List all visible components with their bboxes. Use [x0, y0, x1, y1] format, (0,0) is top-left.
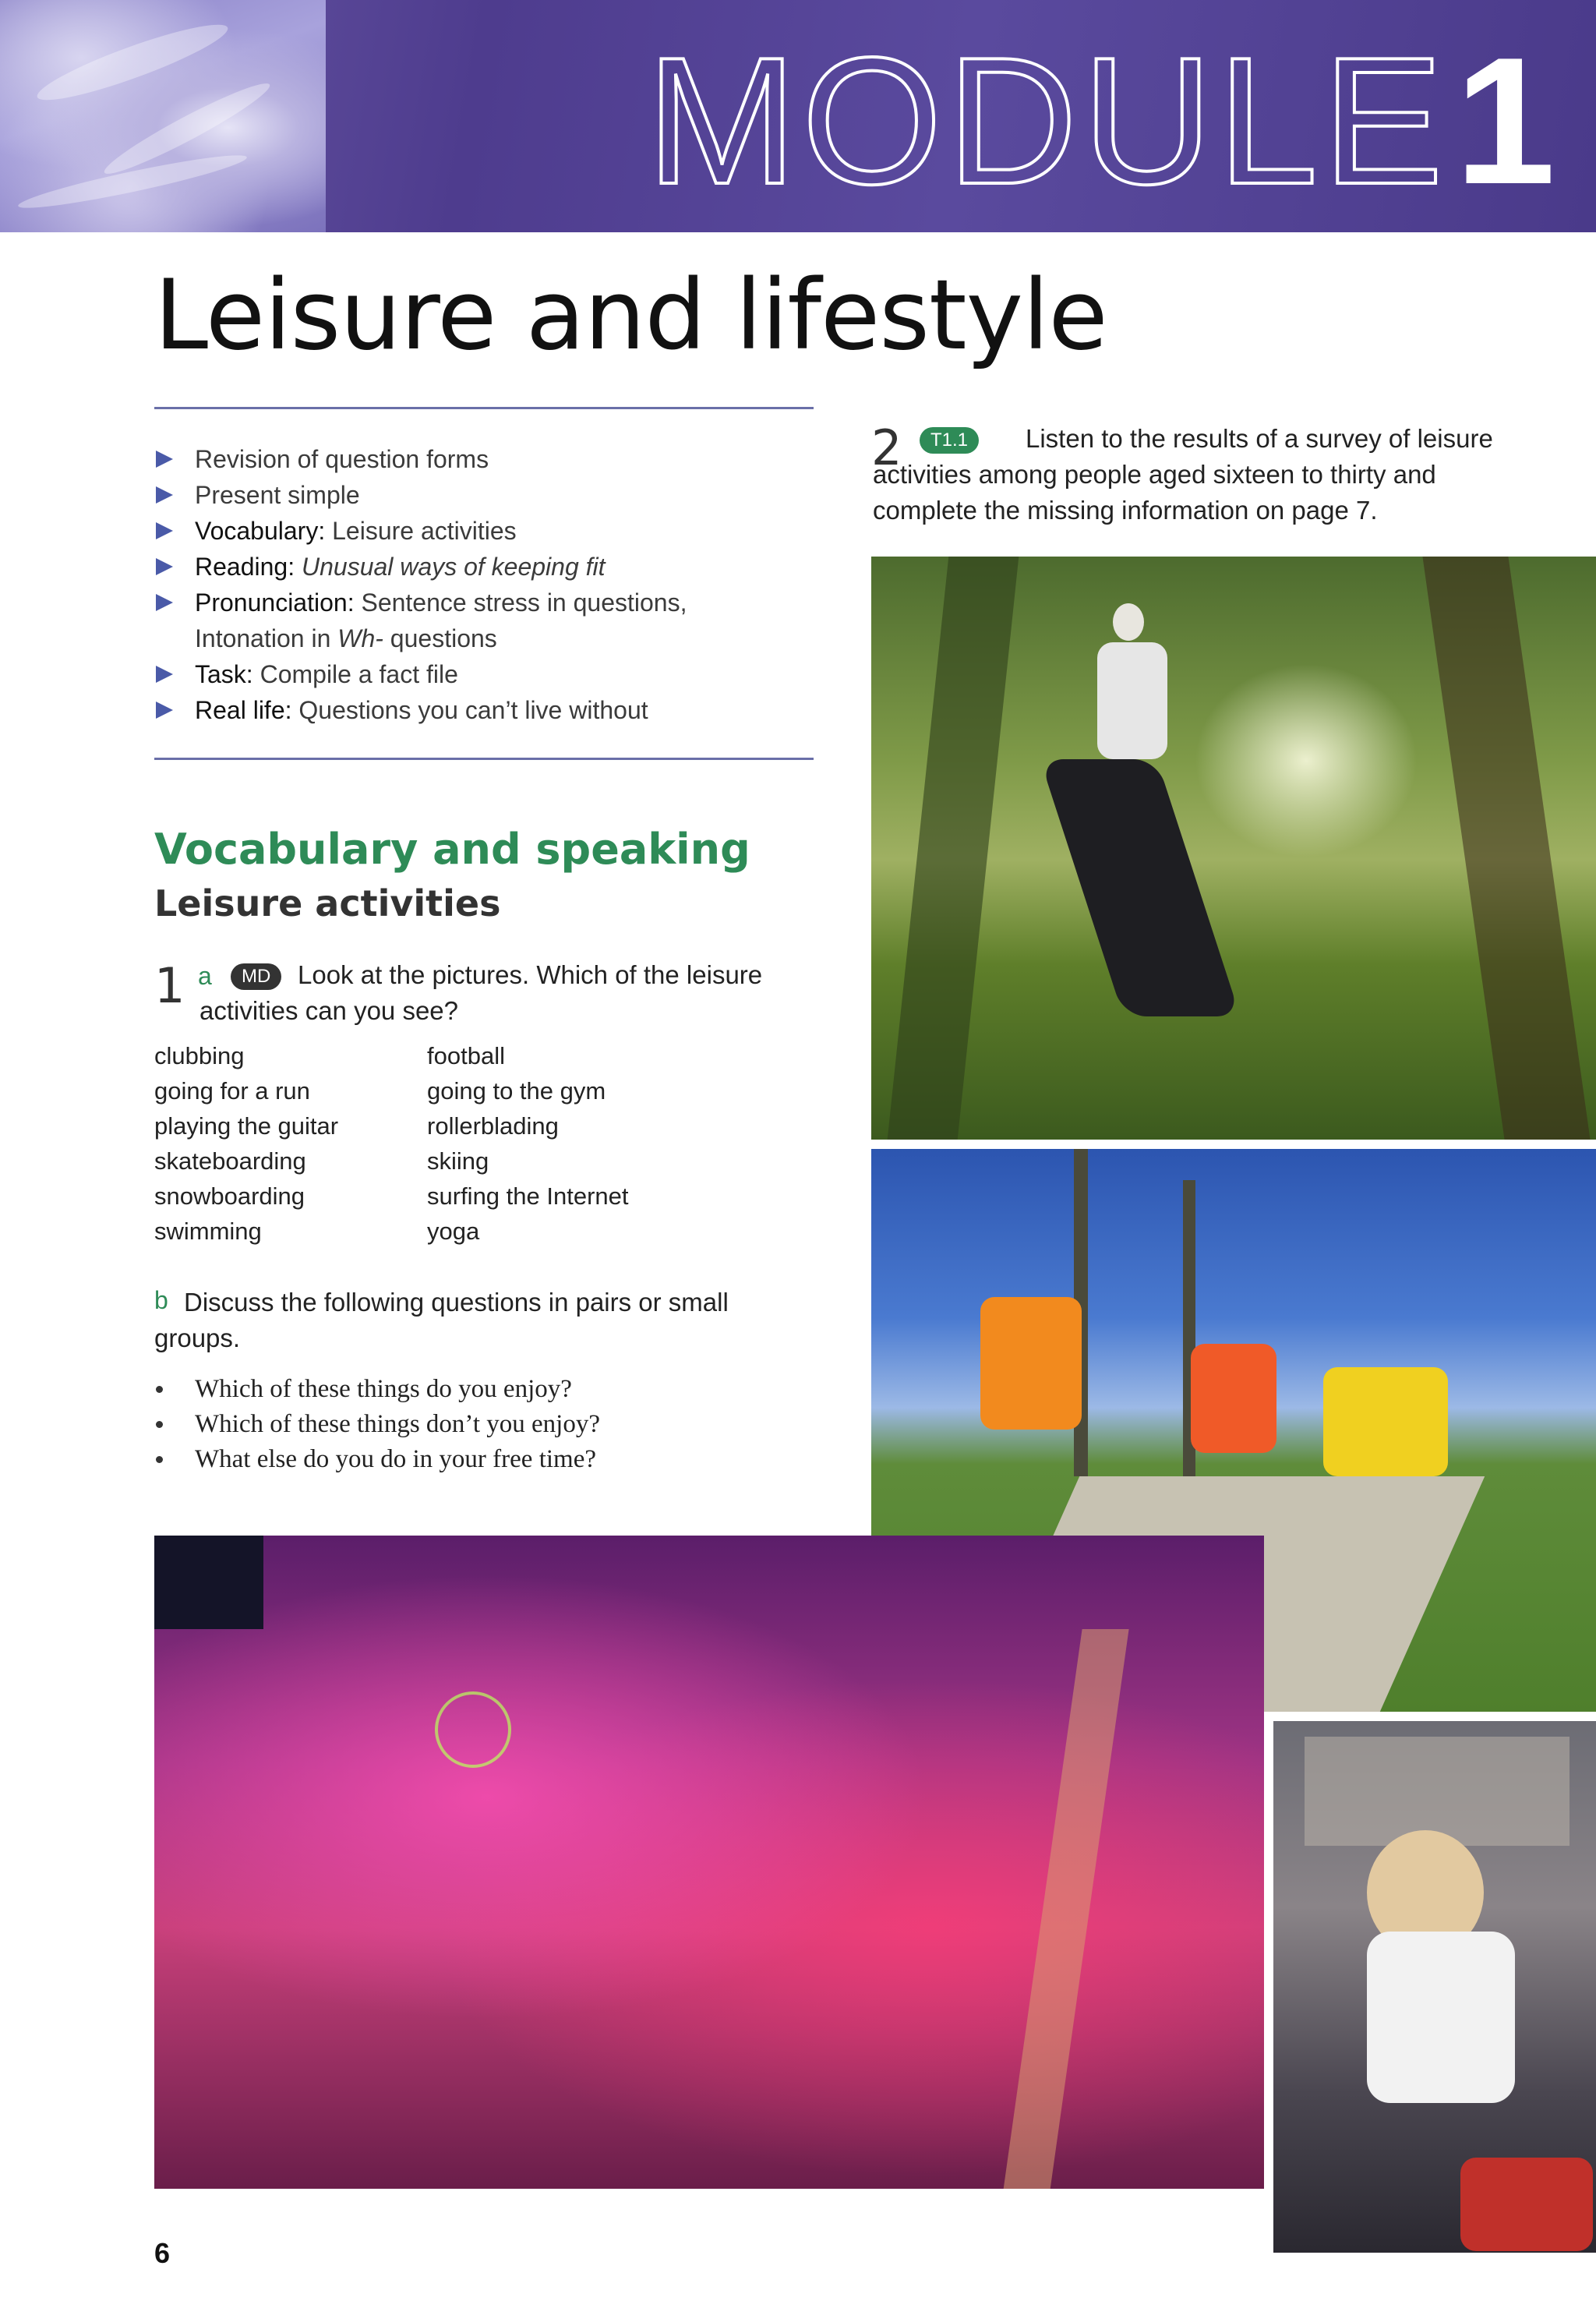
contents-item-value: Revision of question forms [195, 445, 489, 473]
vocab-item: playing the guitar [154, 1112, 339, 1140]
bullet-dot-icon [156, 1456, 163, 1463]
exercise-2-instruction: Listen to the results of a survey of leisure activities among people aged sixteen to thirty and complete the missing information on page 7. [873, 424, 1493, 525]
vocab-item: swimming [154, 1218, 262, 1245]
contents-item-value-tail: questions [383, 624, 497, 652]
vocab-item: skateboarding [154, 1147, 306, 1175]
contents-item-italic: Unusual ways of keeping fit [301, 553, 606, 581]
contents-item [154, 620, 814, 656]
question-item [154, 1407, 817, 1442]
contents-item-value: Sentence stress in questions, [354, 589, 687, 617]
runner-photo [871, 557, 1596, 1140]
vocab-list-right [427, 1038, 629, 1249]
vocab-item: rollerblading [427, 1112, 559, 1140]
discussion-questions [154, 1372, 817, 1477]
exercise-1a-letter: a [198, 962, 212, 990]
section-subheading: Leisure activities [154, 882, 501, 924]
question-text: Which of these things do you enjoy? [195, 1375, 572, 1403]
exercise-2-number: 2 [871, 419, 902, 476]
bullet-triangle-icon [156, 558, 173, 575]
contents-item [154, 692, 814, 728]
contents-item-label: Vocabulary: [195, 517, 326, 545]
bullet-triangle-icon [156, 451, 173, 468]
contents-item-label: Reading: [195, 553, 295, 581]
module-contents-list [154, 441, 814, 728]
vocab-item: going for a run [154, 1077, 310, 1105]
contents-item-value [295, 553, 302, 581]
bullet-triangle-icon [156, 594, 173, 611]
audio-track-badge: T1.1 [920, 427, 979, 454]
contents-item [154, 585, 814, 620]
contents-item-value: Leisure activities [325, 517, 517, 545]
contents-item-italic: Wh- [337, 624, 383, 652]
contents-top-rule [154, 407, 814, 409]
contents-bottom-rule [154, 758, 814, 760]
bullet-triangle-icon [156, 702, 173, 719]
contents-item [154, 477, 814, 513]
internet-surfer-photo [1273, 1721, 1596, 2253]
contents-item-value: Present simple [195, 481, 360, 509]
question-text: What else do you do in your free time? [195, 1445, 596, 1473]
bullet-triangle-icon [156, 666, 173, 683]
vocab-item: yoga [427, 1218, 480, 1245]
contents-item [154, 441, 814, 477]
vocab-item: snowboarding [154, 1182, 305, 1210]
contents-item-label: Real life: [195, 696, 292, 724]
md-badge: MD [231, 963, 281, 990]
contents-item-value: Compile a fact file [252, 660, 458, 688]
page-title: Leisure and lifestyle [154, 260, 1107, 372]
bullet-dot-icon [156, 1386, 163, 1393]
contents-item [154, 513, 814, 549]
vocab-item: football [427, 1042, 505, 1069]
bullet-dot-icon [156, 1421, 163, 1428]
contents-item [154, 549, 814, 585]
exercise-1b-instruction: Discuss the following questions in pairs or small groups. [154, 1288, 729, 1352]
vocab-item: surfing the Internet [427, 1182, 629, 1210]
contents-item-label: Pronunciation: [195, 589, 355, 617]
bullet-triangle-icon [156, 522, 173, 539]
module-number: 1 [1454, 20, 1555, 222]
vocab-item: skiing [427, 1147, 489, 1175]
wave-photo [0, 0, 326, 232]
exercise-1a-instruction: Look at the pictures. Which of the leisure activities can you see? [200, 960, 763, 1025]
bullet-triangle-icon [156, 486, 173, 504]
page-number: 6 [154, 2237, 171, 2269]
vocab-list-left [154, 1038, 338, 1249]
exercise-1b-letter: b [154, 1286, 168, 1314]
module-label: MODULE [646, 20, 1448, 222]
question-item [154, 1442, 817, 1477]
module-banner [0, 0, 1596, 232]
contents-item-value: Questions you can’t live without [291, 696, 648, 724]
exercise-1-number: 1 [154, 957, 185, 1014]
vocab-item: clubbing [154, 1042, 245, 1069]
vocab-item: going to the gym [427, 1077, 606, 1105]
contents-item-label: Task: [195, 660, 253, 688]
question-text: Which of these things don’t you enjoy? [195, 1410, 600, 1438]
contents-item-value: Intonation in [195, 624, 338, 652]
section-heading: Vocabulary and speaking [154, 825, 750, 874]
contents-item [154, 656, 814, 692]
nightclub-photo [154, 1536, 1264, 2189]
question-item [154, 1372, 817, 1407]
